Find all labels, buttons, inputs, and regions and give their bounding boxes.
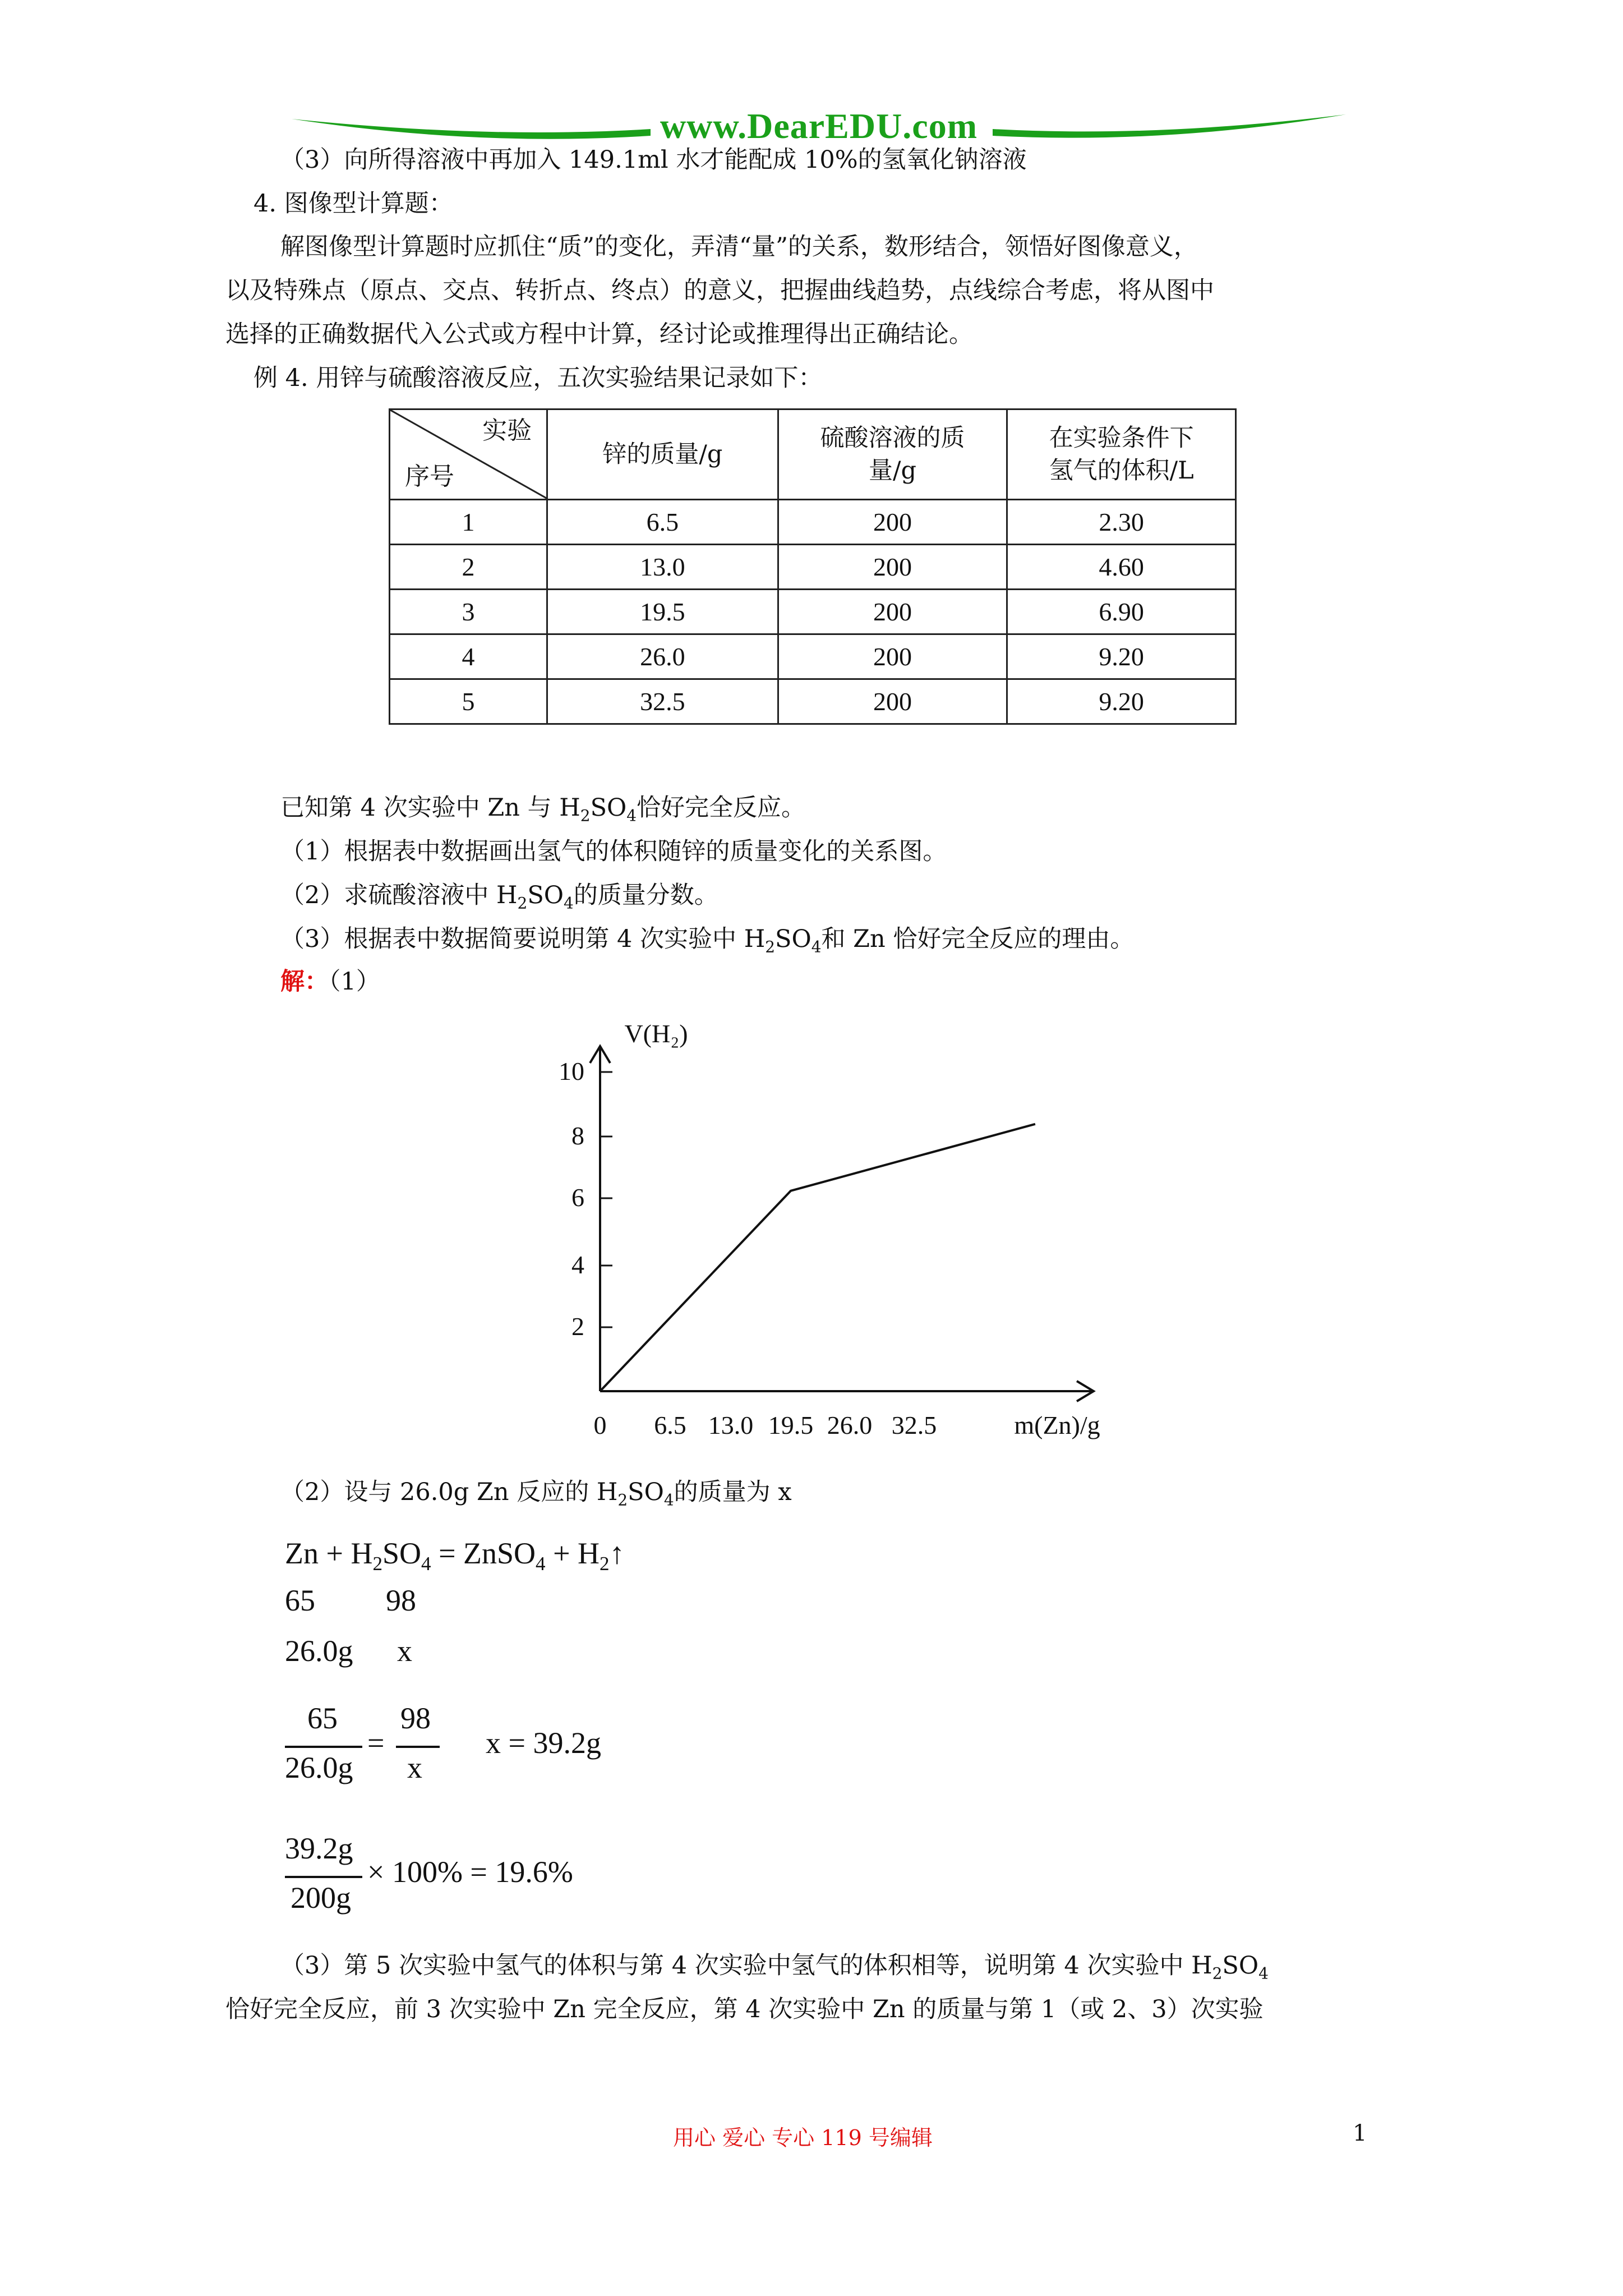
part-3-line-1: （3）第 5 次实验中氢气的体积与第 4 次实验中氢气的体积相等，说明第 4 次实验中 $H_2SO_4$ — [280, 1952, 1269, 1983]
y-axis-arrow-icon — [590, 1046, 610, 1063]
y-tick-label: 6 — [571, 1183, 584, 1212]
y-tick-label: 2 — [571, 1312, 584, 1341]
footer-editor: 用心 爱心 专心 119 号编辑 — [673, 2125, 933, 2150]
cell-volume: 4.60 — [1007, 545, 1236, 590]
cell-index: 4 — [390, 634, 547, 679]
diagonal-header-cell — [390, 409, 547, 500]
x-axis-arrow-icon — [1077, 1381, 1094, 1401]
given-condition: 已知第 4 次实验中 Zn 与 $H_2SO_4$恰好完全反应。 — [280, 794, 806, 825]
x-tick-label: 26.0 — [827, 1411, 873, 1439]
question-3: （3）根据表中数据简要说明第 4 次实验中 $H_2SO_4$和 Zn 恰好完全反应的理由。 — [280, 925, 1135, 956]
fraction-3-bar — [285, 1876, 362, 1878]
cell-volume: 9.20 — [1007, 634, 1236, 679]
site-name: www.DearEDU.com — [660, 106, 978, 146]
percent-result: × 100% = 19.6% — [367, 1855, 573, 1889]
col-header-acid: 硫酸溶液的质 量/g — [778, 409, 1007, 500]
x-tick-label: 32.5 — [891, 1411, 937, 1439]
cell-index: 1 — [390, 500, 547, 545]
y-axis-label: V(H₂) — [624, 1019, 688, 1048]
fraction-2-denominator: x — [407, 1751, 422, 1784]
mass-x: x — [397, 1634, 412, 1668]
cell-zinc: 6.5 — [547, 500, 778, 545]
question-1: （1）根据表中数据画出氢气的体积随锌的质量变化的关系图。 — [280, 838, 947, 866]
part-2-intro: （2）设与 26.0g Zn 反应的 $H_2SO_4$的质量为 x — [280, 1478, 792, 1510]
text-line-1: （3）向所得溶液中再加入 149.1ml 水才能配成 10%的氢氧化钠溶液 — [280, 146, 1027, 174]
cell-acid: 200 — [778, 679, 1007, 724]
cell-acid: 200 — [778, 634, 1007, 679]
y-tick-label: 10 — [559, 1057, 584, 1085]
question-2: （2）求硫酸溶液中 $H_2SO_4$的质量分数。 — [280, 881, 718, 913]
fraction-1-bar — [285, 1746, 362, 1748]
cell-zinc: 19.5 — [547, 590, 778, 634]
cell-index: 5 — [390, 679, 547, 724]
proportion-equals: = — [367, 1726, 385, 1760]
page-number: 1 — [1353, 2120, 1367, 2146]
origin-label: 0 — [593, 1411, 607, 1439]
x-tick-label: 6.5 — [654, 1411, 686, 1439]
experiment-table — [389, 408, 1237, 725]
site-header — [292, 107, 1346, 146]
cell-index: 2 — [390, 545, 547, 590]
fraction-2-bar — [396, 1746, 440, 1748]
cell-volume: 9.20 — [1007, 679, 1236, 724]
fraction-1-numerator: 65 — [307, 1701, 338, 1735]
diag-header-top: 实验 — [482, 416, 532, 445]
table-header-row — [390, 409, 1236, 500]
table-row — [390, 679, 1236, 724]
cell-zinc: 32.5 — [547, 679, 778, 724]
y-tick-label: 4 — [571, 1250, 584, 1279]
cell-acid: 200 — [778, 590, 1007, 634]
answer-label: 解：（1） — [280, 968, 380, 996]
molar-mass-zn: 65 — [285, 1584, 315, 1617]
cell-zinc: 26.0 — [547, 634, 778, 679]
fraction-3-denominator: 200g — [291, 1881, 351, 1915]
cell-index: 3 — [390, 590, 547, 634]
cell-zinc: 13.0 — [547, 545, 778, 590]
mass-zn: 26.0g — [285, 1634, 353, 1668]
fraction-1-denominator: 26.0g — [285, 1751, 353, 1784]
col-header-volume: 在实验条件下 氢气的体积/L — [1007, 409, 1236, 500]
x-tick-label: 13.0 — [708, 1411, 754, 1439]
table-row — [390, 500, 1236, 545]
molar-mass-h2so4: 98 — [386, 1584, 416, 1617]
section-heading: 4. 图像型计算题： — [253, 190, 453, 218]
cell-acid: 200 — [778, 500, 1007, 545]
chemical-equation: $Zn + H_2SO_4$ = ZnSO$_4$ + $H_2↑$ — [285, 1536, 625, 1575]
cell-acid: 200 — [778, 545, 1007, 590]
table-row — [390, 545, 1236, 590]
table-row — [390, 590, 1236, 634]
y-tick-label: 8 — [571, 1121, 584, 1150]
solution-x: x = 39.2g — [486, 1726, 601, 1760]
part-3-line-2: 恰好完全反应，前 3 次实验中 Zn 完全反应，第 4 次实验中 Zn 的质量与第 1（或 2、3）次实验 — [225, 1995, 1264, 2023]
x-axis-label: m(Zn)/g — [1014, 1411, 1100, 1439]
series-line — [600, 1124, 1035, 1391]
example-title: 例 4. 用锌与硫酸溶液反应，五次实验结果记录如下： — [253, 364, 823, 392]
x-tick-label: 19.5 — [768, 1411, 814, 1439]
table-row — [390, 634, 1236, 679]
text-line-4: 以及特殊点（原点、交点、转折点、终点）的意义，把握曲线趋势，点线综合考虑，将从图中 — [225, 277, 1214, 305]
cell-volume: 6.90 — [1007, 590, 1236, 634]
text-line-3: 解图像型计算题时应抓住“质”的变化，弄清“量”的关系，数形结合，领悟好图像意义， — [280, 233, 1198, 261]
fraction-2-numerator: 98 — [400, 1701, 431, 1735]
text-line-5: 选择的正确数据代入公式或方程中计算，经讨论或推理得出正确结论。 — [225, 320, 973, 348]
cell-volume: 2.30 — [1007, 500, 1236, 545]
diag-header-bottom: 序号 — [405, 462, 454, 491]
fraction-3-numerator: 39.2g — [285, 1832, 353, 1865]
col-header-zinc: 锌的质量/g — [547, 409, 778, 500]
